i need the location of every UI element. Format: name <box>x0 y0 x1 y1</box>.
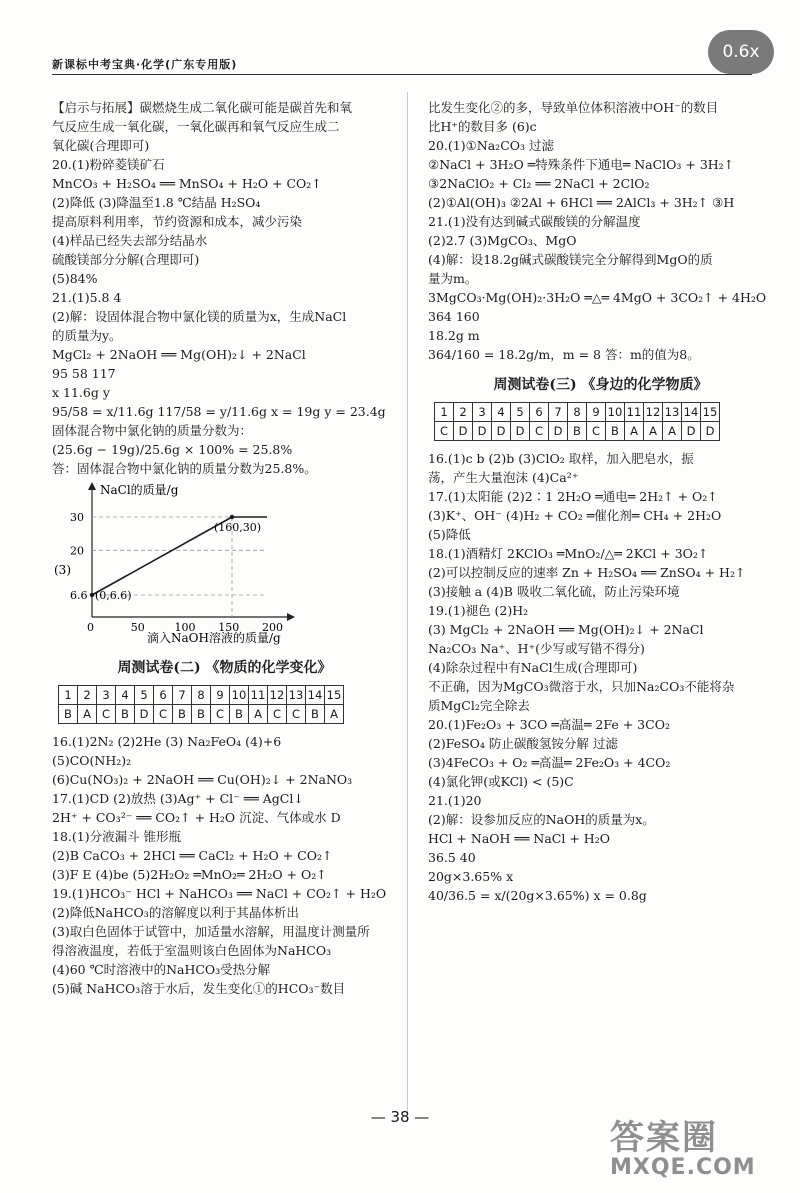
question-number-cell: 12 <box>268 686 287 705</box>
answer-line: 质MgCl₂完全除去 <box>428 698 530 713</box>
answer-line: 不正确，因为MgCO₃微溶于水，只加Na₂CO₃不能将杂 <box>428 679 735 694</box>
answer-line: (2)降低NaHCO₃的溶解度以利于其晶体析出 <box>52 905 299 920</box>
watermark-line2: MXQE.COM <box>610 1155 756 1180</box>
point-annotation: (0,6.6) <box>95 589 132 602</box>
answer-line: (4)60 ℃时溶液中的NaHCO₃受热分解 <box>52 962 271 977</box>
answer-cell: A <box>249 705 268 724</box>
answer-table-2 <box>58 685 344 724</box>
question-number-cell: 4 <box>116 686 135 705</box>
answer-line: 【启示与拓展】碳燃烧生成二氧化碳可能是碳首先和氧 <box>52 100 353 115</box>
answer-cell: C <box>587 422 606 441</box>
answer-line: 的质量为y。 <box>52 328 122 343</box>
answer-line: 得溶液温度，若低于室温则该白色固体为NaHCO₃ <box>52 943 332 958</box>
answer-line: (3)F E (4)be (5)2H₂O₂ ═MnO₂═ 2H₂O + O₂↑ <box>52 867 327 882</box>
answer-line: (2)可以控制反应的速率 Zn + H₂SO₄ ══ ZnSO₄ + H₂↑ <box>428 565 746 580</box>
nacl-chart <box>52 482 397 647</box>
answer-line: Na₂CO₃ Na⁺、H⁺(少写或写错不得分) <box>428 641 645 656</box>
question-number-cell: 6 <box>530 403 549 422</box>
question-number-cell: 11 <box>625 403 644 422</box>
answer-line: 20.(1)Fe₂O₃ + 3CO ═高温═ 2Fe + 3CO₂ <box>428 717 670 732</box>
question-number-cell: 9 <box>587 403 606 422</box>
question-number-cell: 10 <box>606 403 625 422</box>
answer-cell: D <box>454 422 473 441</box>
question-number-cell: 3 <box>97 686 116 705</box>
answer-line: 18.2g m <box>428 328 480 343</box>
chart-svg <box>52 482 397 647</box>
answer-line: 21.(1)没有达到碱式碳酸镁的分解温度 <box>428 214 641 229</box>
answer-line: 16.(1)2N₂ (2)2He (3) Na₂FeO₄ (4)+6 <box>52 734 282 749</box>
question-number-cell: 7 <box>173 686 192 705</box>
question-number-cell: 5 <box>511 403 530 422</box>
answer-line: 19.(1)褪色 (2)H₂ <box>428 603 529 618</box>
answer-line: (3)K⁺、OH⁻ (4)H₂ + CO₂ ═催化剂═ CH₄ + 2H₂O <box>428 508 722 523</box>
answer-cell: B <box>59 705 78 724</box>
answer-line: (3)取白色固体于试管中，加适量水溶解，用温度计测量所 <box>52 924 370 939</box>
y-tick-label: 30 <box>70 511 84 524</box>
answer-cell: B <box>568 422 587 441</box>
answer-cell: B <box>306 705 325 724</box>
question-number-cell: 15 <box>325 686 344 705</box>
y-axis-arrow <box>88 482 96 490</box>
answer-cell: C <box>435 422 454 441</box>
answer-line: (4)氯化钾(或KCl) < (5)C <box>428 774 574 789</box>
answer-line: 95 58 117 <box>52 366 116 381</box>
answer-line: (2)降低 (3)降温至1.8 ℃结晶 H₂SO₄ <box>52 195 261 210</box>
answer-cell: D <box>511 422 530 441</box>
left-column <box>52 98 397 998</box>
question-number-cell: 12 <box>644 403 663 422</box>
answer-line: 提高原料利用率，节约资源和成本，减少污染 <box>52 214 303 229</box>
x-axis-arrow <box>287 613 295 621</box>
answer-cell: B <box>192 705 211 724</box>
question-number-cell: 11 <box>249 686 268 705</box>
question-number-cell: 5 <box>135 686 154 705</box>
answer-line: (4)样品已经失去部分结晶水 <box>52 233 208 248</box>
answer-table-3-answers <box>435 422 720 441</box>
answer-line: (5)CO(NH₂)₂ <box>52 753 132 768</box>
question-number-cell: 4 <box>492 403 511 422</box>
answer-line: 364 160 <box>428 309 480 324</box>
question-number-cell: 7 <box>549 403 568 422</box>
answer-line: 36.5 40 <box>428 850 476 865</box>
answer-line: ②NaCl + 3H₂O ═特殊条件下通电═ NaClO₃ + 3H₂↑ <box>428 157 735 172</box>
answer-line: 氧化碳(合理即可) <box>52 138 150 153</box>
answer-line: 答：固体混合物中氯化钠的质量分数为25.8%。 <box>52 461 317 476</box>
question-number-cell: 15 <box>701 403 720 422</box>
answer-cell: B <box>606 422 625 441</box>
answer-line: MgCl₂ + 2NaOH ══ Mg(OH)₂↓ + 2NaCl <box>52 347 306 362</box>
answer-line: 95/58 = x/11.6g 117/58 = y/11.6g x = 19g y = 23.4g <box>52 404 386 419</box>
data-point <box>230 515 234 519</box>
answer-line: 硫酸镁部分分解(合理即可) <box>52 252 200 267</box>
answer-line: 21.(1)20 <box>428 793 482 808</box>
answer-cell: C <box>268 705 287 724</box>
answer-line: 比发生变化②的多，导致单位体积溶液中OH⁻的数目 <box>428 100 719 115</box>
answer-line: 气反应生成一氧化碳，一氧化碳再和氧气反应生成二 <box>52 119 340 134</box>
answer-cell: D <box>549 422 568 441</box>
header-divider <box>52 74 752 75</box>
x-tick-label: 150 <box>218 621 240 634</box>
answer-cell: C <box>287 705 306 724</box>
watermark-logo <box>610 1110 785 1190</box>
answer-line: (3)4FeCO₃ + O₂ ═高温═ 2Fe₂O₃ + 4CO₂ <box>428 755 671 770</box>
answer-line: 20.(1)粉碎菱镁矿石 <box>52 157 165 172</box>
answer-table-3 <box>434 402 720 441</box>
answer-cell: D <box>682 422 701 441</box>
answer-cell: A <box>644 422 663 441</box>
question-number-cell: 2 <box>454 403 473 422</box>
answer-line: 17.(1)太阳能 (2)2∶1 2H₂O ═通电═ 2H₂↑ + O₂↑ <box>428 489 718 504</box>
answer-cell: B <box>116 705 135 724</box>
answer-line: (2)FeSO₄ 防止碳酸氢铵分解 过滤 <box>428 736 618 751</box>
answer-line: (2)解：设参加反应的NaOH的质量为x。 <box>428 812 655 827</box>
question-number-cell: 2 <box>78 686 97 705</box>
answer-cell: C <box>211 705 230 724</box>
answer-line: (4)除杂过程中有NaCl生成(合理即可) <box>428 660 638 675</box>
answer-line: 18.(1)酒精灯 2KClO₃ ═MnO₂/△═ 2KCl + 3O₂↑ <box>428 546 709 561</box>
answer-line: (6)Cu(NO₃)₂ + 2NaOH ══ Cu(OH)₂↓ + 2NaNO₃ <box>52 772 353 787</box>
answer-cell: A <box>625 422 644 441</box>
answer-line: 20g×3.65% x <box>428 869 514 884</box>
answer-line: 364/160 = 18.2g/m，m = 8 答：m的值为8。 <box>428 347 700 362</box>
question-number-cell: 14 <box>682 403 701 422</box>
answer-line: 40/36.5 = x/(20g×3.65%) x = 0.8g <box>428 888 647 903</box>
question-number-cell: 13 <box>287 686 306 705</box>
right-answers-block <box>428 98 773 364</box>
answer-line: (2)①Al(OH)₃ ②2Al + 6HCl ══ 2AlCl₃ + 3H₂↑ ③H <box>428 195 735 210</box>
question-number-cell: 8 <box>192 686 211 705</box>
question-number-cell: 6 <box>154 686 173 705</box>
answer-cell: C <box>530 422 549 441</box>
page-number: — 38 — <box>370 1108 430 1126</box>
column-divider <box>407 92 408 1122</box>
answer-line: x 11.6g y <box>52 385 110 400</box>
answer-line: ③2NaClO₂ + Cl₂ ══ 2NaCl + 2ClO₂ <box>428 176 650 191</box>
point-annotation: (160,30) <box>214 521 262 534</box>
answer-line: (25.6g − 19g)/25.6g × 100% = 25.8% <box>52 442 293 457</box>
y-tick-label: 20 <box>70 544 84 558</box>
answer-line: 16.(1)c b (2)b (3)ClO₂ 取样，加入肥皂水，振 <box>428 451 694 466</box>
answer-line: 量为m。 <box>428 271 478 286</box>
answer-line: 固体混合物中氯化钠的质量分数为： <box>52 423 253 438</box>
right-column <box>428 98 773 905</box>
left-answers-block-2 <box>52 732 397 998</box>
answer-line: (3)接触 a (4)B 吸收二氧化硫，防止污染环境 <box>428 584 680 599</box>
y-axis-label: NaCl的质量/g <box>100 483 179 497</box>
answer-cell: A <box>78 705 97 724</box>
answer-line: (2)B CaCO₃ + 2HCl ══ CaCl₂ + H₂O + CO₂↑ <box>52 848 333 863</box>
zoom-badge[interactable]: 0.6x <box>708 30 774 74</box>
left-answers-block <box>52 98 397 478</box>
answer-line: 3MgCO₃·Mg(OH)₂·3H₂O ═△═ 4MgO + 3CO₂↑ + 4H₂O <box>428 290 767 305</box>
answer-cell: D <box>135 705 154 724</box>
answer-line: 21.(1)5.8 4 <box>52 290 122 305</box>
answer-cell: D <box>701 422 720 441</box>
x-axis-label: 滴入NaOH溶液的质量/g <box>147 631 281 645</box>
answer-cell: C <box>154 705 173 724</box>
data-point <box>90 593 94 597</box>
answer-line: 18.(1)分液漏斗 锥形瓶 <box>52 829 182 844</box>
chart-prefix: (3) <box>54 563 71 577</box>
answer-cell: B <box>173 705 192 724</box>
answer-line: 荡，产生大量泡沫 (4)Ca²⁺ <box>428 470 579 485</box>
answer-line: (5)降低 <box>428 527 471 542</box>
answer-table-3-numbers <box>435 403 720 422</box>
question-number-cell: 3 <box>473 403 492 422</box>
answer-cell: D <box>492 422 511 441</box>
right-answers-block-2 <box>428 449 773 905</box>
answer-line: (2)2.7 (3)MgCO₃、MgO <box>428 233 577 248</box>
rising-line <box>92 517 232 595</box>
x-tick-label: 0 <box>87 621 94 634</box>
answer-line: (4)解：设18.2g碱式碳酸镁完全分解得到MgO的质 <box>428 252 713 267</box>
answer-line: (5)84% <box>52 271 98 286</box>
answer-cell: D <box>473 422 492 441</box>
y-tick-label: 6.6 <box>70 589 88 602</box>
page-header: 新课标中考宝典·化学(广东专用版) <box>52 58 238 71</box>
answer-cell: B <box>230 705 249 724</box>
question-number-cell: 1 <box>435 403 454 422</box>
x-tick-label: 200 <box>262 621 283 634</box>
answer-line: MnCO₃ + H₂SO₄ ══ MnSO₄ + H₂O + CO₂↑ <box>52 176 322 191</box>
question-number-cell: 9 <box>211 686 230 705</box>
answer-line: 比H⁺的数目多 (6)c <box>428 119 537 134</box>
watermark-line1: 答案圈 <box>610 1118 718 1158</box>
answer-line: (3) MgCl₂ + 2NaOH ══ Mg(OH)₂↓ + 2NaCl <box>428 622 704 637</box>
question-number-cell: 13 <box>663 403 682 422</box>
x-tick-label: 100 <box>174 621 196 634</box>
answer-line: 19.(1)HCO₃⁻ HCl + NaHCO₃ ══ NaCl + CO₂↑ + H₂O <box>52 886 387 901</box>
answer-cell: A <box>325 705 344 724</box>
question-number-cell: 1 <box>59 686 78 705</box>
question-number-cell: 8 <box>568 403 587 422</box>
answer-table-2-answers <box>59 705 344 724</box>
answer-line: 17.(1)CD (2)放热 (3)Ag⁺ + Cl⁻ ══ AgCl↓ <box>52 791 304 806</box>
answer-cell: C <box>97 705 116 724</box>
answer-line: HCl + NaOH ══ NaCl + H₂O <box>428 831 610 846</box>
answer-line: (5)碱 NaHCO₃溶于水后，发生变化①的HCO₃⁻数目 <box>52 981 346 996</box>
section-title-3: 周测试卷(三) 《身边的化学物质》 <box>493 377 708 393</box>
answer-cell: A <box>663 422 682 441</box>
answer-line: 20.(1)①Na₂CO₃ 过滤 <box>428 138 554 153</box>
x-tick-label: 50 <box>130 621 145 634</box>
answer-table-2-numbers <box>59 686 344 705</box>
question-number-cell: 14 <box>306 686 325 705</box>
answer-line: (2)解：设固体混合物中氯化镁的质量为x，生成NaCl <box>52 309 347 324</box>
answer-line: 2H⁺ + CO₃²⁻ ══ CO₂↑ + H₂O 沉淀、气体或水 D <box>52 810 341 825</box>
section-title-2: 周测试卷(二) 《物质的化学变化》 <box>117 660 332 676</box>
question-number-cell: 10 <box>230 686 249 705</box>
